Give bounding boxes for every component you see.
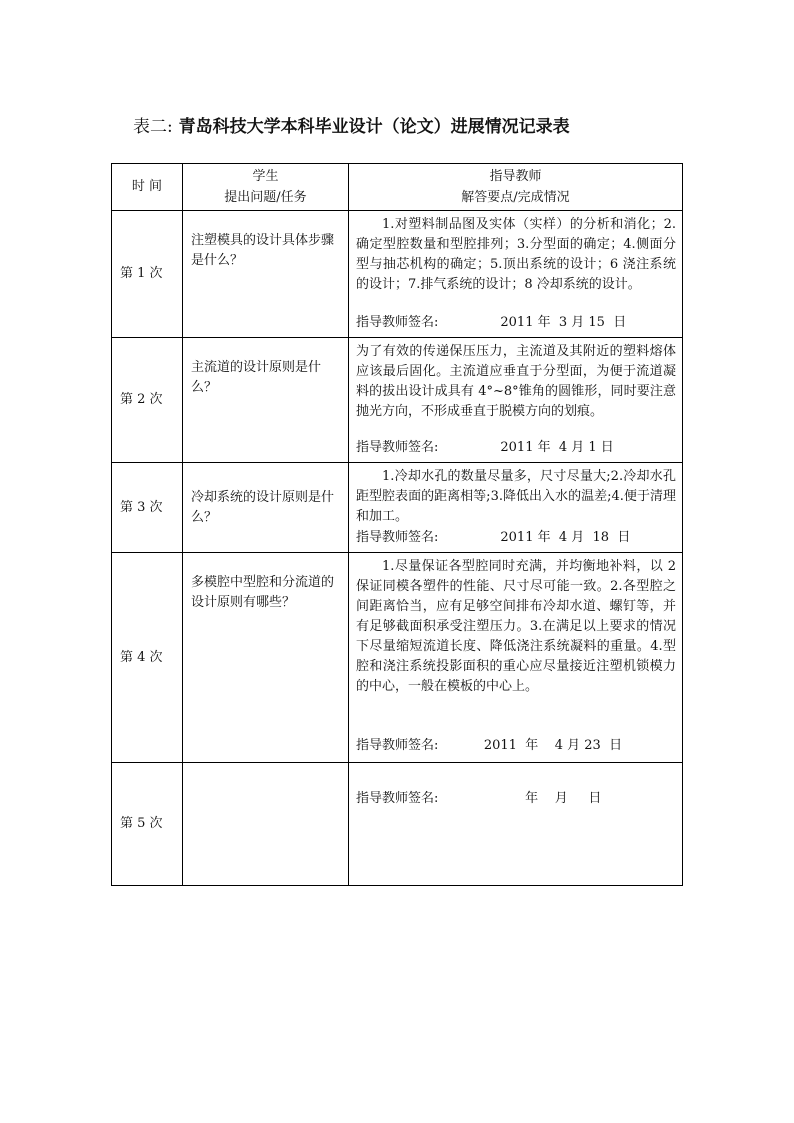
- row-question: [183, 763, 349, 886]
- row-question: 冷却系统的设计原则是什么？: [183, 463, 349, 553]
- row-time: 第 3 次: [112, 463, 183, 553]
- table-row: [112, 553, 683, 763]
- header-row: [112, 164, 683, 211]
- table-row: [112, 338, 683, 463]
- row-question: 注塑模具的设计具体步骤是什么？: [183, 211, 349, 338]
- row-time: 第 2 次: [112, 338, 183, 463]
- row-answer: [349, 553, 683, 763]
- signature-date: 年 月 日: [525, 791, 602, 806]
- header-teacher-line1: 指导教师: [489, 169, 542, 184]
- header-student-line1: 学生: [252, 169, 279, 184]
- header-teacher-line2: 解答要点/完成情况: [461, 190, 570, 205]
- teacher-signature: [356, 438, 614, 458]
- signature-date: 2011 年 4 月 23 日: [483, 738, 623, 753]
- row-time: 第 4 次: [112, 553, 183, 763]
- signature-date: 2011 年 4 月 18 日: [500, 530, 631, 545]
- signature-date: 2011 年 3 月 15 日: [500, 315, 627, 330]
- header-teacher: [349, 164, 683, 211]
- page-title: [133, 112, 693, 137]
- progress-record-table: [111, 163, 683, 886]
- header-student-line2: 提出问题/任务: [224, 190, 307, 205]
- title-prefix: 表二:: [133, 117, 173, 137]
- teacher-signature: [356, 767, 676, 809]
- table-row: [112, 463, 683, 553]
- row-question: 多模腔中型腔和分流道的设计原则有哪些？: [183, 553, 349, 763]
- row-answer: [349, 211, 683, 338]
- table-row: [112, 211, 683, 338]
- header-time: 时 间: [112, 164, 183, 211]
- teacher-signature: [356, 528, 630, 548]
- row-answer: [349, 763, 683, 886]
- teacher-signature: [356, 313, 626, 333]
- signature-label: 指导教师签名:: [356, 440, 439, 455]
- table-row: [112, 763, 683, 886]
- row-time: 第 5 次: [112, 763, 183, 886]
- signature-label: 指导教师签名:: [356, 315, 439, 330]
- signature-label: 指导教师签名:: [356, 530, 439, 545]
- row-time: 第 1 次: [112, 211, 183, 338]
- row-answer: [349, 338, 683, 463]
- title-text: 青岛科技大学本科毕业设计（论文）进展情况记录表: [178, 117, 570, 137]
- answer-text: 1.冷却水孔的数量尽量多，尺寸尽量大;2.冷却水孔距型腔表面的距离相等;3.降低出入水的温差;4.便于清理和加工。: [356, 469, 676, 524]
- row-question: 主流道的设计原则是什么？: [183, 338, 349, 463]
- answer-text: 为了有效的传递保压压力，主流道及其附近的塑料熔体应该最后固化。主流道应垂直于分型面，为便于流道凝料的拔出设计成具有 4°~8°锥角的圆锥形，同时要注意抛光方向，不形成垂直于脱模方向的划痕。: [356, 344, 676, 419]
- signature-label: 指导教师签名:: [356, 738, 439, 753]
- header-student: [183, 164, 349, 211]
- signature-label: 指导教师签名:: [356, 791, 439, 806]
- answer-text: 1.尽量保证各型腔同时充满，并均衡地补料，以 2 保证同模各塑件的性能、尺寸尽可能一致。2.各型腔之间距离恰当，应有足够空间排布冷却水道、螺钉等，并有足够截面积承受注塑压力。3.在满足以上要求的情况下尽量缩短流道长度、降低浇注系统凝料的重量。4.型腔和浇注系统投影面积的重心应尽量接近注塑机锁模力的中心，一般在模板的中心上。: [356, 559, 676, 694]
- row-answer: [349, 463, 683, 553]
- answer-text: 1.对塑料制品图及实体（实样）的分析和消化；2.确定型腔数量和型腔排列；3.分型面的确定；4.侧面分型与抽芯机构的确定；5.顶出系统的设计；6 浇注系统的设计；7.排气系统的设计；8 冷却系统的设计。: [356, 217, 676, 292]
- teacher-signature: [356, 736, 622, 756]
- signature-date: 2011 年 4 月 1 日: [500, 440, 614, 455]
